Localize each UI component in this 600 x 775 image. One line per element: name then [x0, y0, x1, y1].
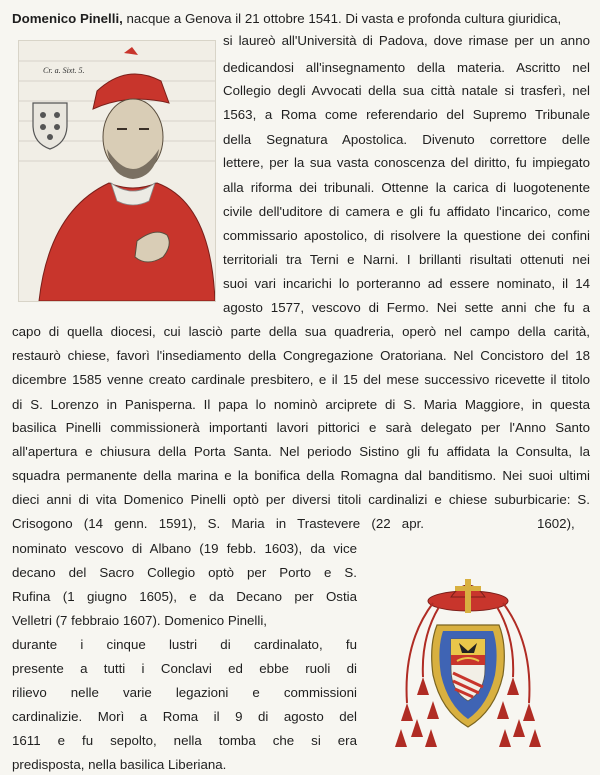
text-line-7: lettere, per la sua vasta conoscenza del diritto, fu impiegato: [223, 155, 590, 170]
text-line-9: civile dell'uditore di camera e gli fu affidato l'incarico, come: [223, 204, 590, 219]
text-line-21: dieci anni di vita Domenico Pinelli optò per diversi titoli cardinalizi e chiese suburbicarie: S.: [12, 492, 590, 507]
text-line-20: squadra permanente della marina e la bonifica della Romagna dal banditismo. Nei suoi ultimi: [12, 468, 590, 483]
text-line-12: suoi vari incarichi lo porteranno ad essere nominato, il 14: [223, 276, 590, 291]
text-line-15: restaurò chiese, favorì l'insediamento della Congregazione Oratoriana. Nel Concistoro del 18: [12, 348, 590, 363]
text-line-27: durante i cinque lustri di cardinalato, fu: [12, 637, 357, 652]
subject-name: Domenico Pinelli,: [12, 11, 123, 26]
text-line-30: cardinalizie. Morì a Roma il 9 di agosto del: [12, 709, 357, 724]
text-line-32: predisposta, nella basilica Liberiana.: [12, 757, 227, 772]
text-line-14: capo di quella diocesi, cui lasciò parte della sua quadreria, operò nel campo della carità,: [12, 324, 590, 339]
text-line-31: 1611 e fu sepolto, nella tomba che si era: [12, 733, 357, 748]
text-line-18: basilica Pinelli commissionerà importanti lavori pittorici e sarà delegato per l'Anno Santo: [12, 420, 590, 435]
text-line-10: commissario apostolico, di risolvere la questione dei confini: [223, 228, 590, 243]
cardinal-portrait: [18, 40, 216, 302]
text-line-28: presente a tutti i Conclavi ed ebbe ruoli di: [12, 661, 357, 676]
text-line-16: dicembre 1585 venne creato cardinale presbitero, e il 15 del mese successivo ricevette il titolo: [12, 372, 590, 387]
text-line-1: [12, 9, 590, 29]
text-line-2: si laureò all'Università di Padova, dove rimase per un anno: [223, 33, 590, 48]
text-line-17: di S. Lorenzo in Panisperna. Il papa lo nominò arciprete di S. Maria Maggiore, in questa: [12, 397, 590, 412]
text-line-6: della Segnatura Apostolica. Divenuto correttore delle: [223, 132, 590, 147]
text-line-29: rilievo nelle varie legazioni e commissioni: [12, 685, 357, 700]
text-line-22-end: 1602),: [537, 516, 575, 531]
text-line-19: all'apertura e chiusura della Porta Santa. Nel periodo Sistino gli fu affidata la Consulta, la: [12, 444, 590, 459]
text-line-4: Collegio degli Avvocati della sua città natale si trasferì, nel: [223, 83, 590, 98]
text-line-8: alla riforma dei tribunali. Ottenne la carica di luogotenente: [223, 180, 590, 195]
text-line-13: agosto 1577, vescovo di Fermo. Nei sette anni che fu a: [223, 300, 590, 315]
text-line-3: dedicandosi all'insegnamento della materia. Ascritto nel: [223, 60, 590, 75]
text-line-23: nominato vescovo di Albano (19 febb. 1603), da vice: [12, 541, 357, 556]
text-line-22: Crisogono (14 genn. 1591), S. Maria in Trastevere (22 apr.: [12, 516, 424, 531]
text-line-25: Rufina (1 giugno 1605), e da Decano per Ostia: [12, 589, 357, 604]
text-line-11: territoriali tra Terni e Narni. I brillanti risultati ottenuti nei: [223, 252, 590, 267]
text-line-26: Velletri (7 febbraio 1607). Domenico Pinelli,: [12, 613, 267, 628]
text-line-1-body: nacque a Genova il 21 ottobre 1541. Di vasta e profonda cultura giuridica,: [122, 11, 562, 26]
coat-of-arms: [393, 577, 543, 749]
text-line-24: decano del Sacro Collegio optò per Porto e S.: [12, 565, 357, 580]
text-line-5: 1563, a Roma come referendario del Supremo Tribunale: [223, 107, 590, 122]
portrait-inscription: Cr. a. Sixt. 5.: [43, 66, 85, 75]
